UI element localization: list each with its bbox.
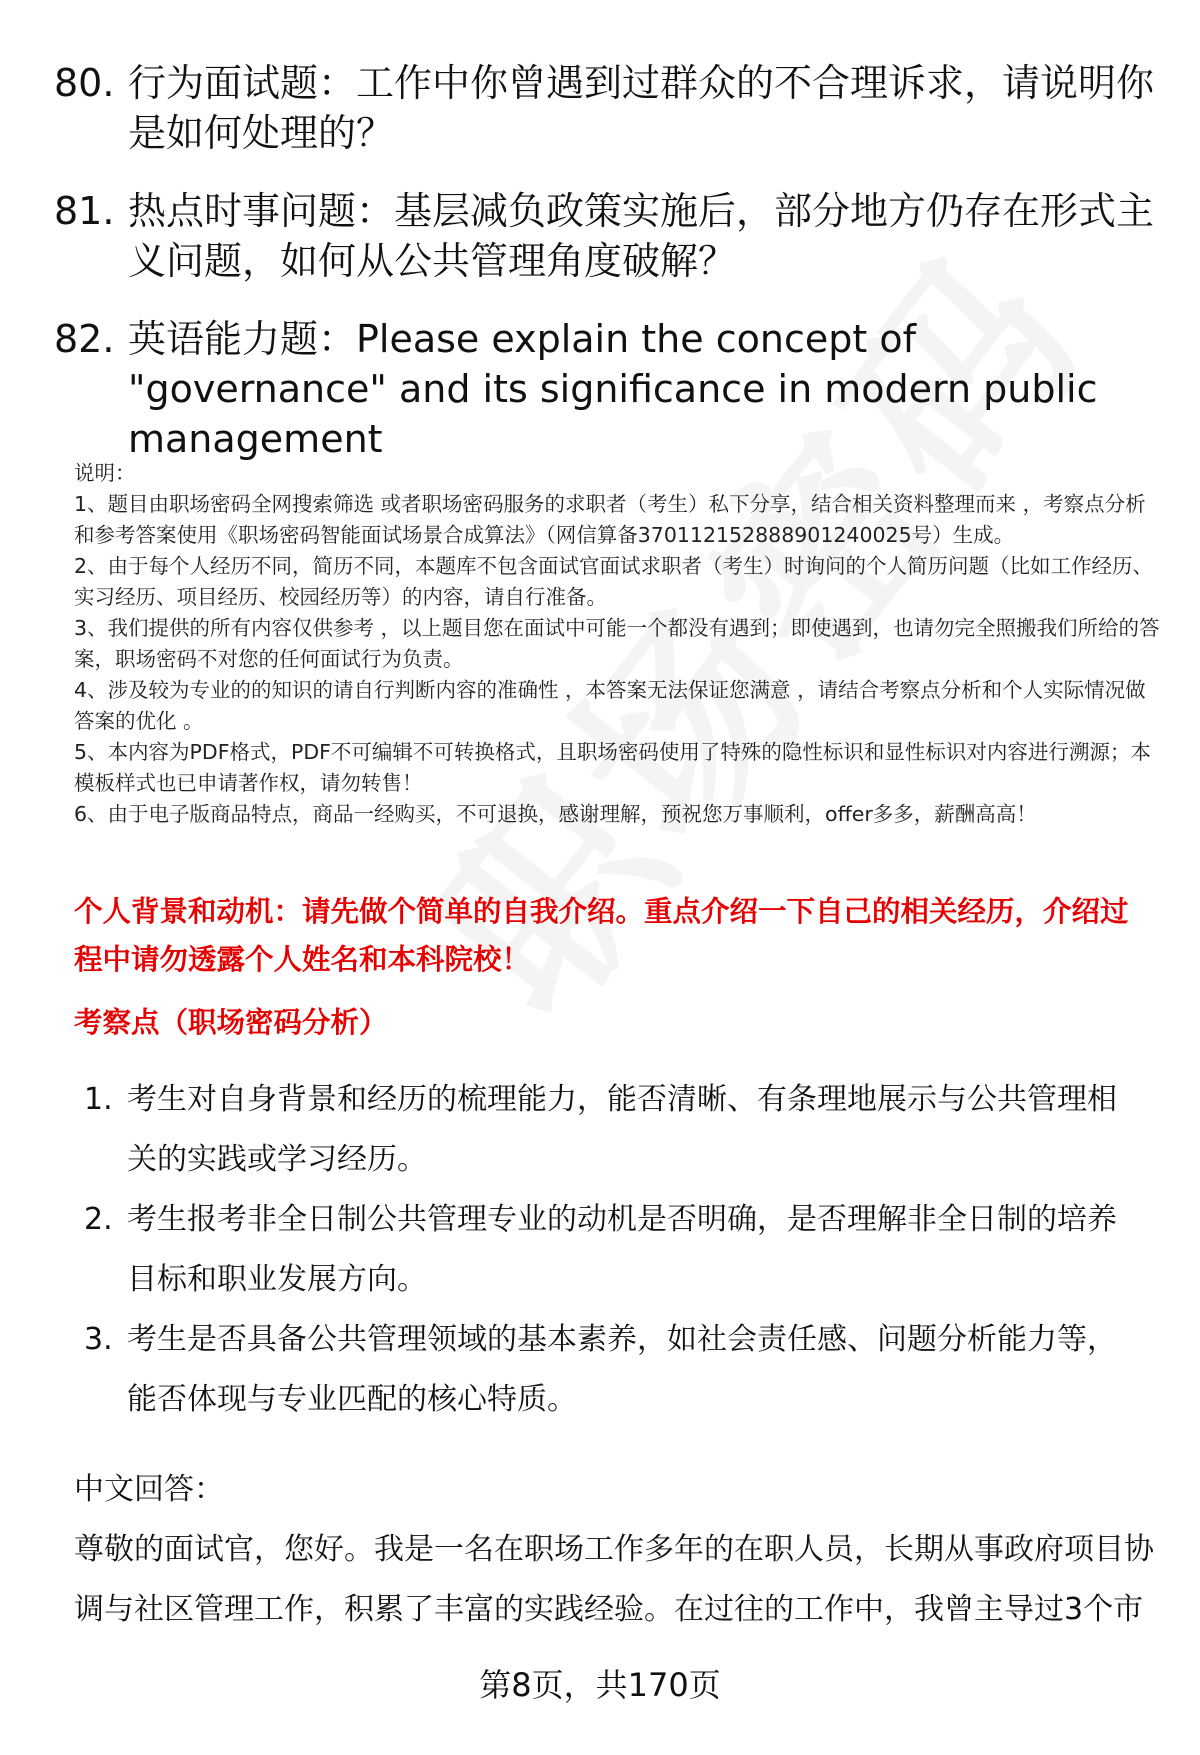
point-text: 考生报考非全日制公共管理专业的动机是否明确，是否理解非全日制的培养目标和职业发展方向。 <box>127 1202 1117 1297</box>
answer-text: 尊敬的面试官，您好。我是一名在职场工作多年的在职人员，长期从事政府项目协调与社区管理工作，积累了丰富的实践经验。在过往的工作中，我曾主导过3个市 <box>74 1532 1154 1627</box>
answer-label: 中文回答： <box>74 1472 224 1507</box>
question-item <box>54 58 1154 158</box>
point-number: 1. <box>84 1082 113 1117</box>
question-list <box>54 58 1154 492</box>
note-item: 6、由于电子版商品特点，商品一经购买，不可退换，感谢理解，预祝您万事顺利，offer多多，薪酬高高！ <box>74 802 1037 826</box>
question-item <box>54 314 1154 464</box>
note-item: 5、本内容为PDF格式，PDF不可编辑不可转换格式，且职场密码使用了特殊的隐性标识和显性标识对内容进行溯源；本模板样式也已申请著作权，请勿转售！ <box>74 740 1151 795</box>
question-number: 80. <box>54 61 115 105</box>
point-text: 考生是否具备公共管理领域的基本素养，如社会责任感、问题分析能力等，能否体现与专业匹配的核心特质。 <box>127 1322 1117 1417</box>
question-text: 热点时事问题：基层减负政策实施后，部分地方仍存在形式主义问题，如何从公共管理角度破解？ <box>128 189 1155 283</box>
section-title: 个人背景和动机：请先做个简单的自我介绍。重点介绍一下自己的相关经历，介绍过程中请勿透露个人姓名和本科院校！ <box>74 895 1129 976</box>
analysis-title: 考察点（职场密码分析） <box>74 1006 388 1039</box>
note-item: 2、由于每个人经历不同，简历不同，本题库不包含面试官面试求职者（考生）时询问的个人简历问题（比如工作经历、实习经历、项目经历、校园经历等）的内容，请自行准备。 <box>74 554 1154 609</box>
notes-title: 说明： <box>74 461 136 485</box>
analysis-point <box>84 1070 1144 1190</box>
question-number: 81. <box>54 189 115 233</box>
question-text: 行为面试题：工作中你曾遇到过群众的不合理诉求，请说明你是如何处理的？ <box>128 61 1155 155</box>
note-item: 4、涉及较为专业的的知识的请自行判断内容的准确性 ，本答案无法保证您满意 ，请结合考察点分析和个人实际情况做答案的优化 。 <box>74 678 1146 733</box>
analysis-point <box>84 1310 1144 1430</box>
notes-section <box>74 458 1164 830</box>
question-number: 82. <box>54 317 115 361</box>
page-footer: 第8页，共170页 <box>479 1666 721 1704</box>
note-item: 1、题目由职场密码全网搜索筛选 或者职场密码服务的求职者（考生）私下分享，结合相关资料整理而来 ，考察点分析和参考答案使用《职场密码智能面试场景合成算法》（网信算备370112152888901240025号）生成。 <box>74 492 1146 547</box>
question-text: 英语能力题：Please explain the concept of "governance" and its significance in modern public management <box>128 317 1098 461</box>
note-item: 3、我们提供的所有内容仅供参考 ，以上题目您在面试中可能一个都没有遇到；即使遇到，也请勿完全照搬我们所给的答案，职场密码不对您的任何面试行为负责。 <box>74 616 1160 671</box>
analysis-point <box>84 1190 1144 1310</box>
analysis-points <box>84 1070 1144 1430</box>
point-number: 2. <box>84 1202 113 1237</box>
question-item <box>54 186 1154 286</box>
point-number: 3. <box>84 1322 113 1357</box>
point-text: 考生对自身背景和经历的梳理能力，能否清晰、有条理地展示与公共管理相关的实践或学习经历。 <box>127 1082 1117 1177</box>
